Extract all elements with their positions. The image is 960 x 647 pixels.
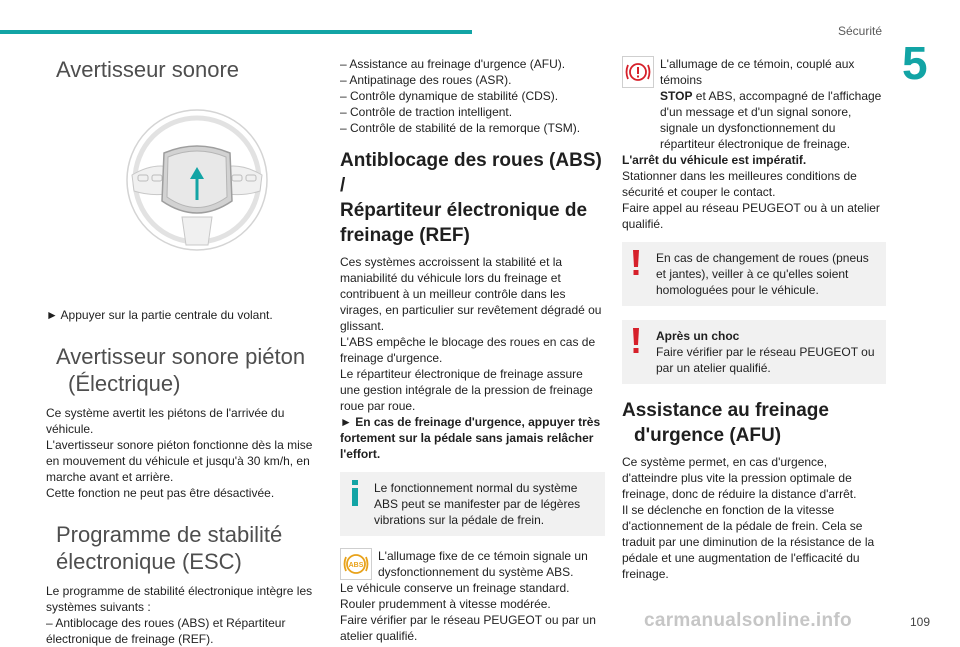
esc-list-item-5: – Contrôle de traction intelligent. <box>340 105 513 119</box>
pedestrian-p2: L'avertisseur sonore piéton fonctionne dès la mise en mouvement du véhicule et jusqu'à 30 km/h, en marche avant et arrière. <box>46 438 313 484</box>
stop-lamp-p1b <box>622 88 886 152</box>
column-1 <box>46 54 314 647</box>
stop-lamp-p1a: L'allumage de ce témoin, couplé aux témoins <box>660 57 855 87</box>
pedestrian-p1: Ce système avertit les piétons de l'arrivée du véhicule. <box>46 406 285 436</box>
esc-list-item-2: – Assistance au freinage d'urgence (AFU). <box>340 57 566 71</box>
abs-p1: Ces systèmes accroissent la stabilité et la maniabilité du véhicule lors du freinage et contribuent à un meilleur contrôle dans les virages, en particulier sur revêtement dégradé ou glissant. <box>340 255 602 333</box>
stop-lamp-p1b-rest: et ABS, accompagné de l'affichage d'un message et d'un signal sonore, signale un dysfonctionnement du répartiteur électronique de freinage. <box>660 89 882 151</box>
abs-p3: Le répartiteur électronique de freinage assure une gestion intégrale de la pression de freinage roue par roue. <box>340 367 593 413</box>
section-title: Sécurité <box>837 24 882 38</box>
heading-abs <box>340 148 605 248</box>
heading-horn: Avertisseur sonore <box>56 57 240 82</box>
warning-box-impact <box>622 320 886 384</box>
heading-afu-line1: Assistance au freinage <box>622 400 829 421</box>
header-accent-bar <box>0 30 472 34</box>
stop-label: STOP <box>660 89 693 103</box>
info-box <box>340 472 605 536</box>
esc-p1: Le programme de stabilité électronique intègre les systèmes suivants : <box>46 584 313 614</box>
heading-afu-line2: d'urgence (AFU) <box>634 425 782 446</box>
column-3 <box>622 56 886 582</box>
esc-list-item-1: – Antiblocage des roues (ABS) et Répartiteur électronique de freinage (REF). <box>46 616 286 646</box>
exclamation-icon <box>631 328 641 359</box>
warning-box-wheels-text: En cas de changement de roues (pneus et jantes), veiller à ce qu'elles soient homologuées pour le véhicule. <box>656 251 869 297</box>
heading-afu <box>622 398 886 448</box>
stop-lamp-p2: Stationner dans les meilleures conditions de sécurité et couper le contact. <box>622 169 857 199</box>
abs-p2: L'ABS empêche le blocage des roues en cas de freinage d'urgence. <box>340 335 596 365</box>
info-icon <box>349 480 361 511</box>
afu-p2: Il se déclenche en fonction de la vitesse d'actionnement de la pédale de frein. Cela se traduit par une diminution de la résistance de la pédale et une augmentation de l'efficacité du freinage. <box>622 503 875 581</box>
heading-pedestrian-horn-line2: (Électrique) <box>68 371 181 396</box>
abs-lamp-block <box>340 548 605 644</box>
abs-emergency-instruction: ► En cas de freinage d'urgence, appuyer très fortement sur la pédale sans jamais relâcher l'effort. <box>340 415 601 461</box>
pedestrian-p3: Cette fonction ne peut pas être désactivée. <box>46 486 275 500</box>
steering-wheel-icon <box>112 105 282 255</box>
heading-esc-line1: Programme de stabilité <box>56 522 283 547</box>
warning-box-impact-text: Faire vérifier par le réseau PEUGEOT ou par un atelier qualifié. <box>656 345 875 375</box>
column-2 <box>340 56 605 644</box>
heading-esc-line2: électronique (ESC) <box>56 549 242 574</box>
esc-list-item-6: – Contrôle de stabilité de la remorque (TSM). <box>340 121 581 135</box>
afu-p1: Ce système permet, en cas d'urgence, d'atteindre plus vite la pression optimale de freinage, donc de réduire la distance d'arrêt. <box>622 455 857 501</box>
abs-lamp-p2: Le véhicule conserve un freinage standard. Rouler prudemment à vitesse modérée. <box>340 581 570 611</box>
heading-pedestrian-horn <box>56 343 314 397</box>
warning-box-impact-title: Après un choc <box>656 329 740 343</box>
abs-lamp-label: ABS <box>348 562 364 569</box>
heading-abs-line2: Répartiteur électronique de <box>340 200 588 221</box>
chapter-number: 5 <box>902 37 928 89</box>
info-box-text: Le fonctionnement normal du système ABS peut se manifester par de légères vibrations sur la pédale de frein. <box>374 481 581 527</box>
page-number: 109 <box>910 615 931 629</box>
watermark: carmanualsonline.info <box>644 610 852 631</box>
exclamation-icon <box>631 250 641 281</box>
heading-abs-line1: Antiblocage des roues (ABS) / <box>340 150 602 196</box>
stop-mandatory: L'arrêt du véhicule est impératif. <box>622 153 807 167</box>
warning-box-wheels <box>622 242 886 306</box>
steering-wheel-illustration <box>112 105 282 255</box>
heading-pedestrian-horn-line1: Avertisseur sonore piéton <box>56 344 306 369</box>
abs-lamp-p1: L'allumage fixe de ce témoin signale un dysfonctionnement du système ABS. <box>378 549 588 579</box>
stop-lamp-block <box>622 56 886 232</box>
esc-list-item-4: – Contrôle dynamique de stabilité (CDS). <box>340 89 559 103</box>
heading-esc <box>56 521 314 575</box>
horn-instruction: ► Appuyer sur la partie centrale du volant. <box>46 308 273 322</box>
brake-warning-lamp-icon <box>622 56 654 88</box>
stop-lamp-p3: Faire appel au réseau PEUGEOT ou à un atelier qualifié. <box>622 201 880 231</box>
abs-lamp-p3: Faire vérifier par le réseau PEUGEOT ou par un atelier qualifié. <box>340 613 596 643</box>
abs-warning-lamp-icon <box>340 548 372 580</box>
esc-list-item-3: – Antipatinage des roues (ASR). <box>340 73 512 87</box>
heading-abs-line3: freinage (REF) <box>340 225 470 246</box>
